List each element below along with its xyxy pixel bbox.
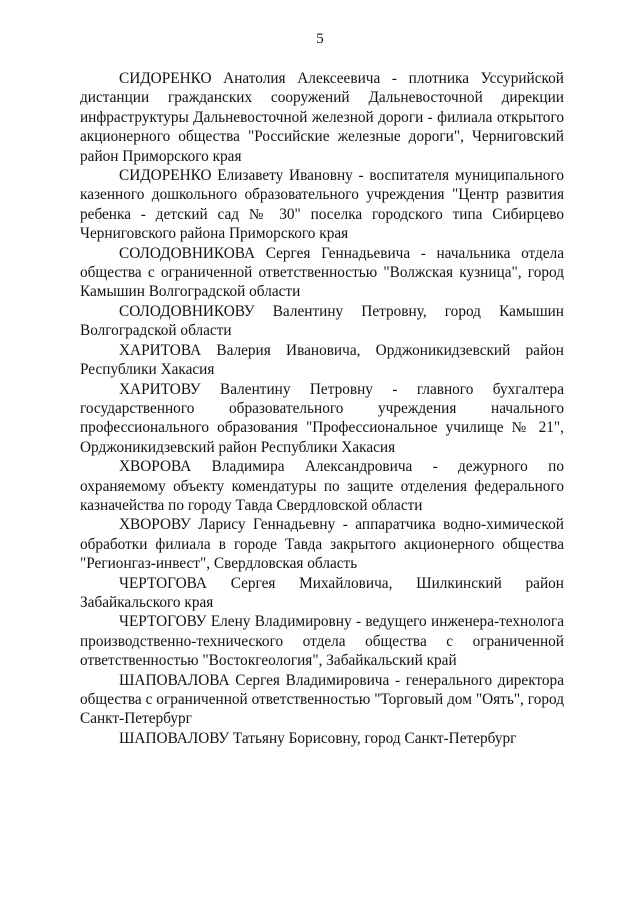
award-list [80, 69, 564, 748]
award-entry: ХВОРОВУ Ларису Геннадьевну - аппаратчика водно-химической обработки филиала в городе Тавда закрытого акционерного общества "Регионгаз-инвест", Свердловская область [80, 516, 564, 573]
award-entry: СОЛОДОВНИКОВУ Валентину Петровну, город Камышин Волгоградской области [80, 302, 564, 340]
award-entry: ХВОРОВА Владимира Александровича - дежурного по охраняемому объекту комендатуры по защите отделения федерального казначейства по городу Тавда Свердловской области [80, 458, 564, 514]
award-entry: ЧЕРТОГОВУ Елену Владимировну - ведущего инженера-технолога производственно-технического отдела общества с ограниченной ответственностью "Востокгеология", Забайкальский край [80, 613, 564, 670]
award-entry: ЧЕРТОГОВА Сергея Михайловича, Шилкинский район Забайкальского края [80, 574, 564, 611]
page-number: 5 [316, 31, 324, 47]
award-entry: ХАРИТОВУ Валентину Петровну - главного бухгалтера государственного образовательного учреждения начального профессионального образования "Профессиональное училище № 21", Орджоникидзевский район Республики Хакасия [80, 380, 564, 456]
award-entry: СОЛОДОВНИКОВА Сергея Геннадьевича - начальника отдела общества с ограниченной ответственностью "Волжская кузница", город Камышин Волгоградской области [80, 244, 564, 301]
award-entry: ШАПОВАЛОВУ Татьяну Борисовну, город Санкт-Петербург [119, 729, 517, 747]
award-entry: ХАРИТОВА Валерия Ивановича, Орджоникидзевский район Республики Хакасия [80, 341, 564, 379]
award-entry: СИДОРЕНКО Анатолия Алексеевича - плотника Уссурийской дистанции гражданских сооружений Дальневосточной дирекции инфраструктуры Дальневосточной железной дороги - филиала открытого акционерного общества "Российские железные дороги", Черниговский район Приморского края [80, 70, 564, 165]
award-entry: СИДОРЕНКО Елизавету Ивановну - воспитателя муниципального казенного дошкольного образовательного учреждения "Центр развития ребенка - детский сад № 30" поселка городского типа Сибирцево Черниговского района Приморского края [80, 167, 564, 243]
award-entry: ШАПОВАЛОВА Сергея Владимировича - генерального директора общества с ограниченной ответственностью "Торговый дом "Оять", город Санкт-Петербург [80, 671, 564, 728]
